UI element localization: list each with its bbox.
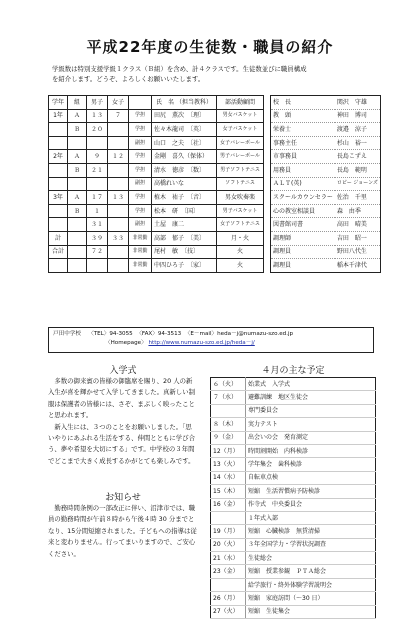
female-count <box>108 204 129 218</box>
grade-cell <box>49 204 68 218</box>
entrance-paragraph: 新入生には、３つのことをお願いしました。「思いやりにあふれる生活をする、伸間とともに学び合う、夢や希望を大切にする」です。中学校の３年間でどこまで大きく成長するかがとても楽しみです。 <box>48 422 195 465</box>
staff-role: 市事務員 <box>271 150 335 164</box>
role-cell: 学担 <box>129 191 152 205</box>
staff-row <box>49 259 264 273</box>
staff-right-table <box>270 95 381 273</box>
grade-cell <box>49 123 68 137</box>
staff-row <box>49 123 264 137</box>
staff-role: 事務主任 <box>271 136 335 150</box>
schedule-row <box>211 578 376 591</box>
class-cell: Ａ <box>68 109 87 123</box>
entrance-paragraph: 多数の御来賓の皆様の御臨席を賜り、20 人の新入生が喜を輝かせて入学してきました。真新しい制服は保護者の皆様には、さぞ、まぶしく映ったことと思われます。 <box>48 377 195 420</box>
role-cell: 学担 <box>129 150 152 164</box>
header-female: 女子 <box>108 96 129 110</box>
staff-right-row <box>271 245 381 259</box>
role-cell: 非常勤 <box>129 245 152 259</box>
female-count <box>108 163 129 177</box>
schedule-date: ９（金） <box>211 431 246 444</box>
class-cell <box>68 177 87 191</box>
female-count <box>108 245 129 259</box>
schedule-row <box>211 458 376 471</box>
schedule-row <box>211 444 376 457</box>
grade-cell: 2年 <box>49 150 68 164</box>
schedule-row <box>211 525 376 538</box>
schedule-event: 学年集会 歯科検診 <box>246 458 376 471</box>
intro-line: 学級数は特別支援学級１クラス（Ｂ組）を含め、計４クラスです。生徒数並びに職員構成 <box>52 65 307 73</box>
schedule-title: ４月の主な予定 <box>261 366 325 376</box>
teacher-name: 金剛 喜久（保体） <box>152 150 217 164</box>
contact-line-2 <box>53 339 369 348</box>
schedule-date: 21（水） <box>211 552 246 565</box>
staff-name: 関沢 守雄 <box>335 96 381 110</box>
header-class: 組 <box>68 96 87 110</box>
schedule-date: ６（火） <box>211 378 246 391</box>
teacher-name: 佐々木龍司 〔英〕 <box>152 123 217 137</box>
teacher-name: 山口 之夫 〔社〕 <box>152 136 217 150</box>
staff-right-row <box>271 191 381 205</box>
role-cell: 副担 <box>129 136 152 150</box>
club-cell: 男子ソフトテニス <box>217 163 264 177</box>
male-count <box>87 136 108 150</box>
staff-right-row <box>271 123 381 137</box>
teacher-name: 土屋 康二 <box>152 218 217 232</box>
schedule-event: 短縮 生活習慣病予防検診 <box>246 485 376 498</box>
male-count: ９ <box>87 150 108 164</box>
grade-cell <box>49 218 68 232</box>
female-count <box>108 123 129 137</box>
intro-line: を紹介します。どうぞ、よろしくお願いいたします。 <box>52 75 205 83</box>
header-name-text: 氏 名 <box>156 98 175 106</box>
male-count: ２０ <box>87 123 108 137</box>
email[interactable]: 〈E－mail〉heda－j@numazu-szo.ed.jp <box>184 331 294 337</box>
class-cell <box>68 218 87 232</box>
staff-name: 野田八代生 <box>335 245 381 259</box>
staff-name: 吉田 昭一 <box>335 231 381 245</box>
staff-right-row <box>271 259 381 273</box>
staff-role: 教 頭 <box>271 109 335 123</box>
club-cell: 女子バレーボール <box>217 136 264 150</box>
grade-cell: 計 <box>49 231 68 245</box>
club-cell: 男女吹奏楽 <box>217 191 264 205</box>
schedule-table <box>210 377 376 619</box>
club-cell: 火 <box>217 259 264 273</box>
male-count <box>87 259 108 273</box>
staff-right-row <box>271 150 381 164</box>
staff-row <box>49 204 264 218</box>
schedule-event: 自転車点検 <box>246 471 376 484</box>
staff-row <box>49 163 264 177</box>
schedule-date: 20（火） <box>211 538 246 551</box>
header-club: 部活動顧問 <box>217 96 264 110</box>
grade-cell: 1年 <box>49 109 68 123</box>
male-count: １７ <box>87 191 108 205</box>
grade-cell <box>49 136 68 150</box>
male-count: ２１ <box>87 163 108 177</box>
class-cell <box>68 136 87 150</box>
schedule-date: 15（木） <box>211 485 246 498</box>
teacher-name: 高部 郁子 〔美〕 <box>152 231 217 245</box>
staff-table <box>48 95 264 273</box>
staff-role: 調理員 <box>271 259 335 273</box>
staff-role: 調理師 <box>271 231 335 245</box>
staff-role: 校 長 <box>271 96 335 110</box>
schedule-row <box>211 391 376 404</box>
schedule-event: 作寺式 中央委員会 <box>246 498 376 511</box>
teacher-name: 松本 研 〔国〕 <box>152 204 217 218</box>
schedule-row <box>211 538 376 551</box>
schedule-event: 給学旅行・終外体験学習説明会 <box>246 578 376 591</box>
class-cell: Ｂ <box>68 204 87 218</box>
staff-name: 神田 博司 <box>335 109 381 123</box>
schedule-row <box>211 485 376 498</box>
staff-right-row <box>271 231 381 245</box>
male-count: １ <box>87 204 108 218</box>
staff-right-row <box>271 163 381 177</box>
club-cell: 月・火 <box>217 231 264 245</box>
staff-row <box>49 136 264 150</box>
class-cell: Ａ <box>68 191 87 205</box>
schedule-event: 短縮 家庭訪問（～30 日） <box>246 592 376 605</box>
staff-right-body <box>271 96 381 273</box>
schedule-event: ３年全国学力・学習状況調査 <box>246 538 376 551</box>
schedule-date: 26（月） <box>211 592 246 605</box>
role-cell: 副担 <box>129 218 152 232</box>
notice-title: お知らせ <box>105 493 141 503</box>
staff-right-row <box>271 177 381 191</box>
teacher-name: 植木 祐子 〔音〕 <box>152 191 217 205</box>
club-cell: ソフトテニス <box>217 177 264 191</box>
schedule-event: 短縮 生徒集会 <box>246 605 376 618</box>
staff-name: 稲本千津代 <box>335 259 381 273</box>
schedule-event: 実力テスト <box>246 418 376 431</box>
club-cell: 男子バレーボール <box>217 150 264 164</box>
female-count <box>108 218 129 232</box>
schedule-date: 23（金） <box>211 565 246 578</box>
staff-role: ＡＬＴ(英) <box>271 177 335 191</box>
schedule-row <box>211 565 376 578</box>
teacher-name: 尾村 敏 〔技〕 <box>152 245 217 259</box>
schedule-row <box>211 404 376 417</box>
schedule-body <box>211 378 376 619</box>
staff-role: 心の教室相談員 <box>271 204 335 218</box>
schedule-date: 12（月） <box>211 444 246 457</box>
schedule-row <box>211 605 376 618</box>
role-cell: 学担 <box>129 163 152 177</box>
schedule-event: 短縮 心臓検診 無賃清掃 <box>246 525 376 538</box>
female-count <box>108 177 129 191</box>
schedule-row <box>211 498 376 511</box>
staff-name: 杉山 裕一 <box>335 136 381 150</box>
schedule-event: 出会いの会 発育測定 <box>246 431 376 444</box>
intro-text <box>52 64 382 84</box>
staff-right-row <box>271 218 381 232</box>
staff-role: 栄養士 <box>271 123 335 137</box>
staff-row <box>49 150 264 164</box>
staff-right-row <box>271 96 381 110</box>
male-count: １３ <box>87 109 108 123</box>
staff-right-row <box>271 136 381 150</box>
club-cell: 火 <box>217 245 264 259</box>
contact-line-1 <box>53 330 369 339</box>
schedule-date <box>211 511 246 524</box>
staff-name: ロビー ジョーンズ <box>335 177 381 191</box>
schedule-date: 27（火） <box>211 605 246 618</box>
schedule-row <box>211 511 376 524</box>
header-subject-text: （担当教科） <box>175 98 212 106</box>
female-count: ７ <box>108 109 129 123</box>
role-cell: 非常勤 <box>129 259 152 273</box>
staff-right-row <box>271 109 381 123</box>
male-count <box>87 177 108 191</box>
schedule-date <box>211 404 246 417</box>
female-count: １２ <box>108 150 129 164</box>
schedule-date: ７（水） <box>211 391 246 404</box>
male-count: ３１ <box>87 218 108 232</box>
fax: 〈FAX〉94-3513 <box>136 331 182 337</box>
notice-body: 勤務時間条例の一部改正に伴い、沼津市では、職員の勤務時間が午前８時から午後４時 30 分までとなり、15分間短縮されました。子どもへの指導は従来と変わりません。行ってまいりますので、ご安心ください。 <box>48 504 197 558</box>
female-count <box>108 136 129 150</box>
club-cell: 女子ソフトテニス <box>217 218 264 232</box>
schedule-date: 16（金） <box>211 498 246 511</box>
male-count: ７２ <box>87 245 108 259</box>
schedule-row <box>211 552 376 565</box>
staff-name: 森 由季 <box>335 204 381 218</box>
grade-cell: 3年 <box>49 191 68 205</box>
club-cell: 男子バスケット <box>217 204 264 218</box>
staff-role: 図書館司書 <box>271 218 335 232</box>
staff-right-row <box>271 204 381 218</box>
schedule-event: 生徒総会 <box>246 552 376 565</box>
grade-cell: 合計 <box>49 245 68 259</box>
club-cell: 男女バスケット <box>217 109 264 123</box>
female-count: ３３ <box>108 231 129 245</box>
class-cell: Ｂ <box>68 163 87 177</box>
tel: 〈TEL〉94-3055 <box>88 331 133 337</box>
class-cell <box>68 259 87 273</box>
teacher-name: 清水 徳彦 〔数〕 <box>152 163 217 177</box>
contact-box <box>48 327 374 353</box>
homepage-link[interactable]: http://www.numazu-szo.ed.jp/heda－j/ <box>148 340 255 346</box>
staff-role: 調理員 <box>271 245 335 259</box>
schedule-date: 14（水） <box>211 471 246 484</box>
role-cell: 学担 <box>129 123 152 137</box>
teacher-name: 田尻 薫次 〔理〕 <box>152 109 217 123</box>
teacher-name: 中四ひろ子 〔家〕 <box>152 259 217 273</box>
schedule-row <box>211 378 376 391</box>
grade-cell <box>49 259 68 273</box>
schedule-date: 19（月） <box>211 525 246 538</box>
header-male: 男子 <box>87 96 108 110</box>
staff-row <box>49 245 264 259</box>
staff-role: スクールカウンセラー <box>271 191 335 205</box>
staff-name: 渡邉 涼子 <box>335 123 381 137</box>
staff-name: 長島こずえ <box>335 150 381 164</box>
grade-cell <box>49 177 68 191</box>
header-grade: 学年 <box>49 96 68 110</box>
schedule-event: 時間割開始 内科検診 <box>246 444 376 457</box>
staff-table-body <box>49 109 264 272</box>
staff-table-header <box>49 96 264 110</box>
staff-row <box>49 177 264 191</box>
page-title: 平成22年度の生徒数・職員の紹介 <box>86 38 334 56</box>
staff-name: 長島 範明 <box>335 163 381 177</box>
staff-row <box>49 231 264 245</box>
class-cell <box>68 245 87 259</box>
schedule-row <box>211 418 376 431</box>
schedule-row <box>211 471 376 484</box>
schedule-date: 13（火） <box>211 458 246 471</box>
schedule-event: １年式入部 <box>246 511 376 524</box>
entrance-body <box>48 376 198 467</box>
header-name <box>152 96 217 110</box>
role-cell: 非常勤 <box>129 231 152 245</box>
homepage-label: 〈Homepage〉 <box>105 340 147 346</box>
schedule-date: ８（木） <box>211 418 246 431</box>
staff-row <box>49 109 264 123</box>
schedule-event: 専門委員会 <box>246 404 376 417</box>
staff-name: 高田 晴美 <box>335 218 381 232</box>
female-count <box>108 259 129 273</box>
club-cell: 女子バスケット <box>217 123 264 137</box>
class-cell <box>68 231 87 245</box>
schedule-event: 始業式 入学式 <box>246 378 376 391</box>
header-role <box>129 96 152 110</box>
class-cell: Ｂ <box>68 123 87 137</box>
class-cell: Ａ <box>68 150 87 164</box>
role-cell: 副担 <box>129 177 152 191</box>
grade-cell <box>49 163 68 177</box>
schedule-date <box>211 578 246 591</box>
schedule-event: 短縮 授業参観 ＰＴＡ総会 <box>246 565 376 578</box>
entrance-title: 入学式 <box>109 366 137 376</box>
role-cell: 学担 <box>129 204 152 218</box>
staff-role: 用務員 <box>271 163 335 177</box>
male-count: ３９ <box>87 231 108 245</box>
schedule-row <box>211 431 376 444</box>
staff-name: 佐治 千里 <box>335 191 381 205</box>
role-cell: 学担 <box>129 109 152 123</box>
teacher-name: 高橋れいな <box>152 177 217 191</box>
staff-row <box>49 218 264 232</box>
schedule-event: 避難訓練 地区生徒会 <box>246 391 376 404</box>
staff-row <box>49 191 264 205</box>
school-name: 戸田中学校 <box>53 331 81 337</box>
female-count: １３ <box>108 191 129 205</box>
